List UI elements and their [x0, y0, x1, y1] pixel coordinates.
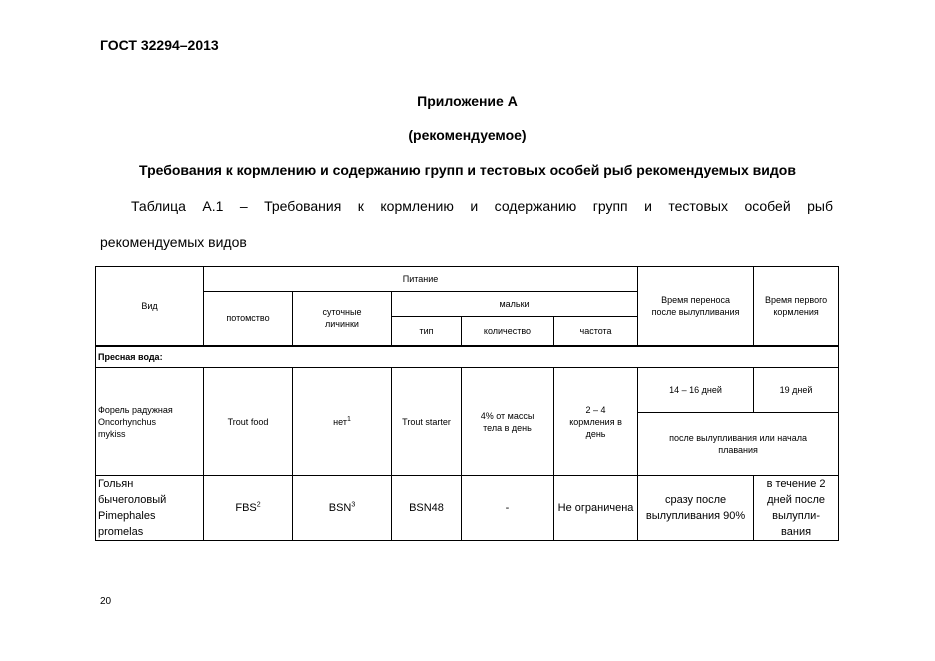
annex-subtitle: (рекомендуемое) [408, 127, 527, 143]
trout-fry-frequency: 2 – 4 кормления в день [554, 368, 638, 476]
trout-fry-quantity: 4% от массы тела в день [462, 368, 554, 476]
trout-first-feeding: 19 дней [754, 368, 839, 413]
trout-daily-larvae: нет$^1$ [293, 368, 392, 476]
minnow-transfer-time: сразу после вылупливания 90% [638, 476, 754, 541]
header-fry-frequency: частота [554, 317, 638, 346]
minnow-fry-frequency: Не ограничена [554, 476, 638, 541]
header-fry: мальки [392, 292, 638, 317]
trout-offspring: Trout food [204, 368, 293, 476]
minnow-offspring: FBS$^2$ [204, 476, 293, 541]
header-first-feeding: Время первого кормления [754, 267, 839, 346]
header-fry-quantity: количество [462, 317, 554, 346]
feeding-requirements-table [95, 266, 839, 541]
header-transfer-time: Время переноса после вылупливания [638, 267, 754, 346]
minnow-fry-type: BSN48 [392, 476, 462, 541]
page-number: 20 [100, 596, 112, 607]
species-trout: Форель радужная Oncorhynchus mykiss [96, 368, 204, 476]
header-daily-larvae: суточные личинки [293, 292, 392, 346]
minnow-fry-quantity: - [462, 476, 554, 541]
annex-title: Приложение А [417, 93, 518, 109]
section-freshwater: Пресная вода: [96, 346, 839, 368]
table-caption-line2: рекомендуемых видов [100, 234, 247, 250]
minnow-daily-larvae: BSN$^3$ [293, 476, 392, 541]
header-nutrition: Питание [204, 267, 638, 292]
trout-transfer-time: 14 – 16 дней [638, 368, 754, 413]
minnow-first-feeding: в течение 2 дней после вылупли- вания [754, 476, 839, 541]
header-offspring: потомство [204, 292, 293, 346]
header-species: Вид [96, 267, 204, 346]
species-minnow: Гольян бычеголовый Pimephales promelas [96, 476, 204, 541]
trout-fry-type: Trout starter [392, 368, 462, 476]
document-header: ГОСТ 32294–2013 [100, 37, 219, 53]
trout-shared-note: после вылупливания или начала плавания [638, 413, 839, 476]
section-title: Требования к кормлению и содержанию групп и тестовых особей рыб рекомендуемых видов [139, 162, 796, 178]
table-caption-line1: Таблица А.1 – Требования к кормлению и содержанию групп и тестовых особей рыб [131, 198, 833, 214]
header-fry-type: тип [392, 317, 462, 346]
